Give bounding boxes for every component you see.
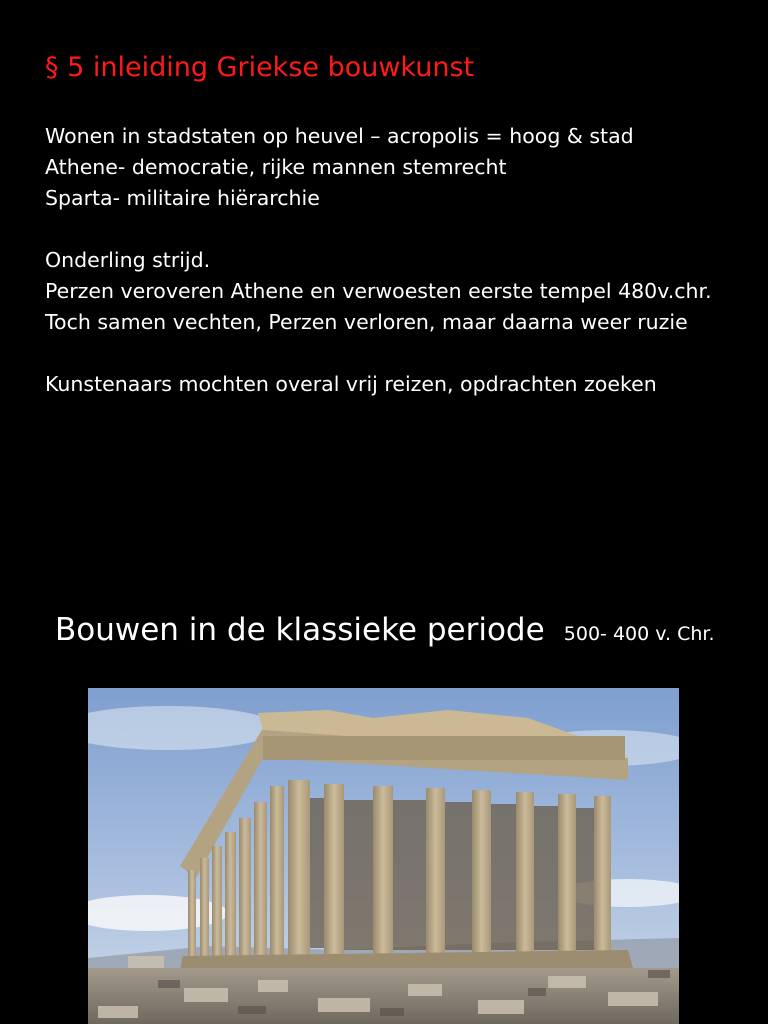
section-date: 500- 400 v. Chr. [563, 623, 715, 645]
body-line-blank [45, 338, 712, 369]
body-line: Wonen in stadstaten op heuvel – acropolis = hoog & stad [45, 124, 634, 148]
slide-heading: § 5 inleiding Griekse bouwkunst [45, 52, 475, 83]
section-title-row [55, 612, 715, 648]
body-line: Kunstenaars mochten overal vrij reizen, opdrachten zoeken [45, 372, 657, 396]
body-line: Sparta- militaire hiërarchie [45, 186, 320, 210]
body-line-blank [45, 214, 712, 245]
body-line: Onderling strijd. [45, 248, 211, 272]
body-line: Athene- democratie, rijke mannen stemrecht [45, 155, 507, 179]
body-line: Toch samen vechten, Perzen verloren, maar daarna weer ruzie [45, 310, 688, 334]
slide-body [45, 121, 712, 400]
section-title: Bouwen in de klassieke periode [55, 612, 545, 648]
parthenon-photo [88, 688, 679, 1024]
body-line: Perzen veroveren Athene en verwoesten eerste tempel 480v.chr. [45, 279, 712, 303]
